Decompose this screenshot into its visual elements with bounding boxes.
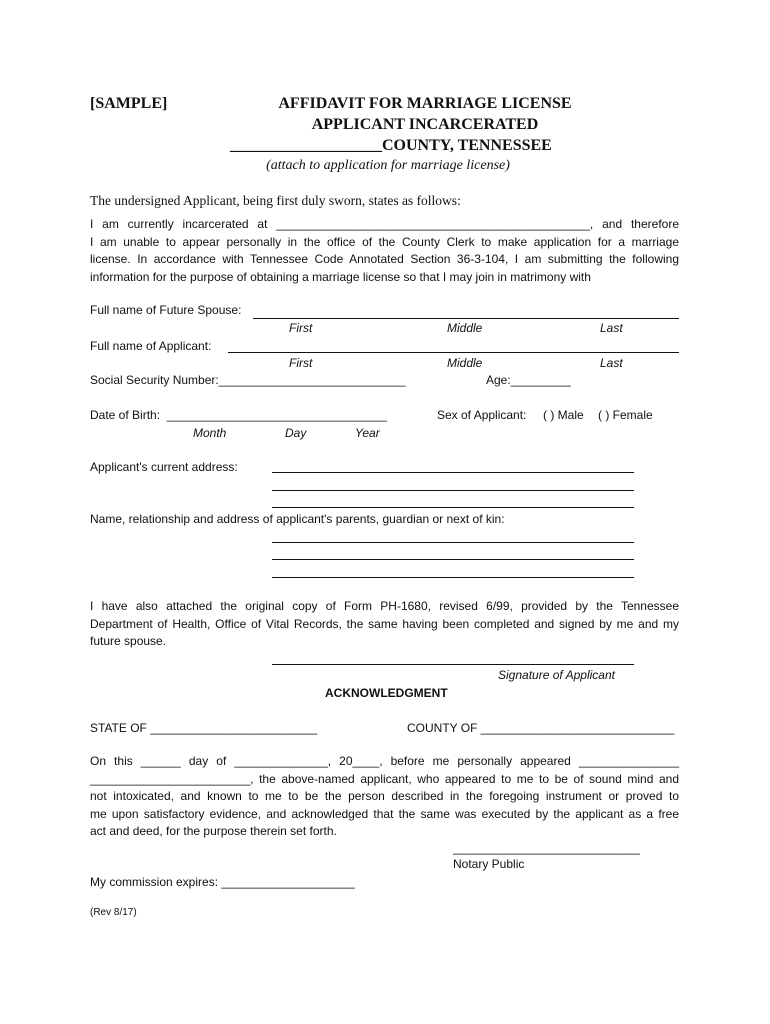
spouse-middle-caption: Middle [447,321,483,335]
county-ack-blank[interactable]: _____________________________ [480,721,675,735]
revision-note: (Rev 8/17) [90,907,137,918]
applicant-last-caption: Last [600,356,623,370]
kin-label: Name, relationship and address of applicant's parents, guardian or next of kin: [90,512,505,526]
ack-line[interactable]: ________________________, the above-named applicant, who appeared to me to be of sound mind and [90,771,679,786]
state-label: STATE OF [90,721,151,735]
age-blank[interactable]: _________ [510,373,571,387]
applicant-first-caption: First [289,356,313,370]
address-input-line[interactable] [272,490,634,491]
future-spouse-label: Full name of Future Spouse: [90,303,242,317]
sex-label: Sex of Applicant: [437,408,527,422]
dob-blank[interactable]: _________________________________ [166,408,387,422]
address-input-line[interactable] [272,507,634,508]
ack-line: me upon satisfactory evidence, and acknowledged that the same was executed by the applicant as a free [90,806,679,821]
future-spouse-input-line[interactable] [253,318,679,319]
dob-month-caption: Month [193,426,227,440]
attachment-line: Department of Health, Office of Vital Records, the same having been completed and signed by me and my [90,616,679,631]
kin-input-line[interactable] [272,577,634,578]
attachment-line: I have also attached the original copy of Form PH-1680, revised 6/99, provided by the Tennessee [90,599,679,613]
county-line [230,137,552,155]
statement-line[interactable]: I am currently incarcerated at _______________________________________________, and therefore [90,217,679,231]
document-title: AFFIDAVIT FOR MARRIAGE LICENSE [278,95,572,112]
female-checkbox[interactable]: ( ) Female [598,408,653,422]
sample-tag: [SAMPLE] [90,95,168,112]
statement-line: information for the purpose of obtaining a marriage license so that I may join in matrimony with [90,269,591,284]
applicant-signature-line[interactable] [272,664,634,665]
ssn-blank[interactable]: ____________________________ [218,373,406,387]
commission-blank[interactable]: ____________________ [221,875,355,889]
spouse-last-caption: Last [600,321,623,335]
statement-line: I am unable to appear personally in the office of the County Clerk to make application for a marriage [90,234,679,249]
applicant-name-label: Full name of Applicant: [90,339,212,353]
address-label: Applicant's current address: [90,460,238,474]
kin-input-line[interactable] [272,559,634,560]
spouse-first-caption: First [289,321,313,335]
applicant-middle-caption: Middle [447,356,483,370]
document-subtitle: APPLICANT INCARCERATED [311,116,539,133]
acknowledgment-statement [90,753,679,841]
county-label: COUNTY OF [407,721,481,735]
county-state-label: COUNTY, TENNESSEE [382,137,552,154]
dob-label: Date of Birth: [90,408,161,422]
address-input-line[interactable] [272,472,634,473]
commission-field [90,875,355,889]
dob-day-caption: Day [285,426,307,440]
ack-line: act and deed, for the purpose therein set forth. [90,824,337,838]
dob-year-caption: Year [355,426,380,440]
state-field [90,721,317,735]
attachment-line: future spouse. [90,634,167,648]
ack-line: not intoxicated, and known to me to be the person described in the foregoing instrument or proved to [90,789,679,803]
state-blank[interactable]: _________________________ [150,721,318,735]
statement-line: license. In accordance with Tennessee Code Annotated Section 36-3-104, I am submitting the following [90,252,679,266]
notary-signature-blank[interactable]: ____________________________ [453,841,640,855]
ssn-label: Social Security Number: [90,373,219,387]
kin-input-line[interactable] [272,542,634,543]
commission-label: My commission expires: [90,875,222,889]
dob-field [90,408,387,422]
signature-caption: Signature of Applicant [498,668,615,682]
ack-line[interactable]: On this ______ day of ______________, 20____, before me personally appeared _______________ [90,754,679,768]
notary-public-label: Notary Public [453,857,525,871]
incarceration-statement [90,216,679,286]
ssn-field [90,373,406,387]
county-field [407,721,674,735]
intro-statement: The undersigned Applicant, being first duly sworn, states as follows: [90,193,461,208]
county-blank[interactable]: ___________________ [230,137,382,154]
age-field [486,373,571,387]
age-label: Age: [486,373,511,387]
male-checkbox[interactable]: ( ) Male [543,408,584,422]
attachment-statement [90,598,679,651]
acknowledgment-heading: ACKNOWLEDGMENT [325,686,448,700]
attach-note: (attach to application for marriage license) [266,158,510,173]
applicant-name-input-line[interactable] [228,352,679,353]
